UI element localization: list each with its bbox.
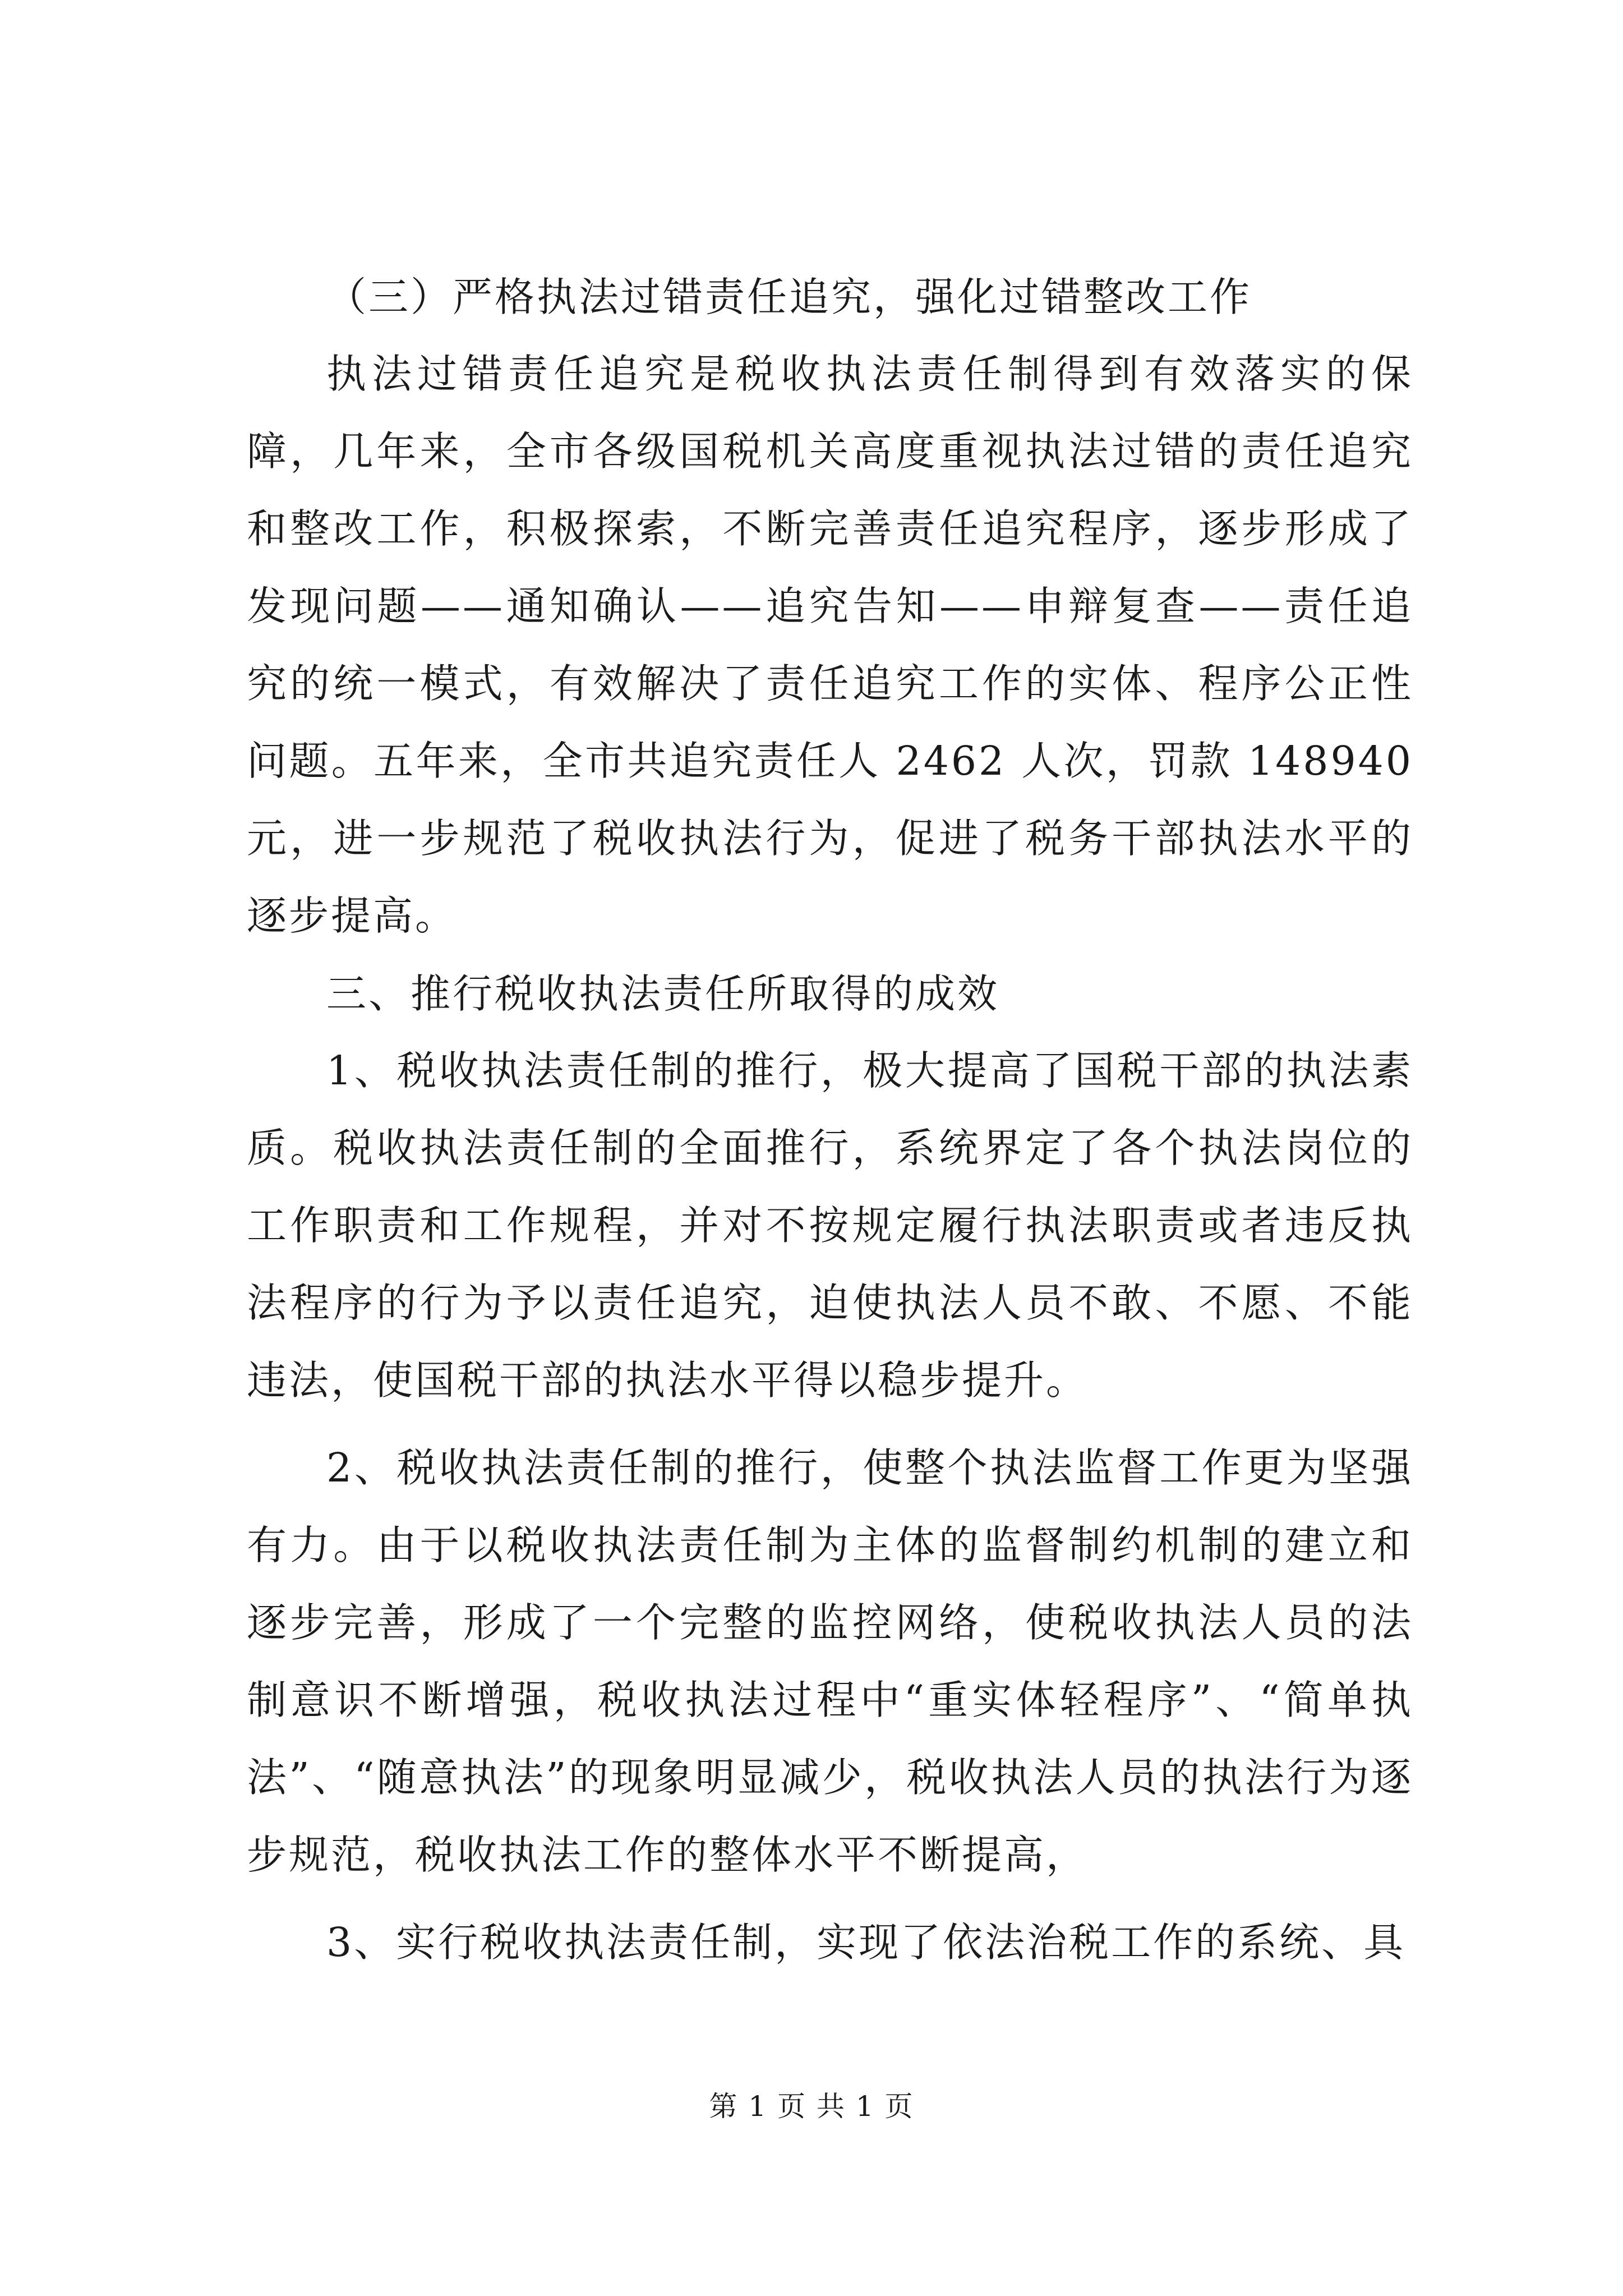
paragraph-point-3: 3、实行税收执法责任制，实现了依法治税工作的系统、具 <box>326 1919 1406 1966</box>
page-number-footer: 第 1 页 共 1 页 <box>709 2090 914 2123</box>
paragraph-accountability: 执法过错责任追究是税收执法责任制得到有效落实的保障，几年来，全市各级国税机关高度重视执法过错的责任追究和整改工作，积极探索，不断完善责任追究程序，逐步形成了发现问题——通知确认——追究告知——申辩复查——责任追究的统一模式，有效解决了责任追究工作的实体、程序公正性问题。五年来，全市共追究责任人 2462 人次，罚款 148940 元，进一步规范了税收执法行为，促进了税务干部执法水平的逐步提高。 <box>247 351 1413 939</box>
section-heading: 三、推行税收执法责任所取得的成效 <box>326 970 1000 1017</box>
paragraph-point-2: 2、税收执法责任制的推行，使整个执法监督工作更为坚强有力。由于以税收执法责任制为主体的监督制约机制的建立和逐步完善，形成了一个完整的监控网络，使税收执法人员的法制意识不断增强，税收执法过程中“重实体轻程序”、“简单执法”、“随意执法”的现象明显减少，税收执法人员的执法行为逐步规范，税收执法工作的整体水平不断提高， <box>247 1444 1413 1878</box>
paragraph-point-1: 1、税收执法责任制的推行，极大提高了国税干部的执法素质。税收执法责任制的全面推行，系统界定了各个执法岗位的工作职责和工作规程，并对不按规定履行执法职责或者违反执法程序的行为予以责任追究，迫使执法人员不敢、不愿、不能违法，使国税干部的执法水平得以稳步提升。 <box>247 1047 1413 1404</box>
document-body <box>247 264 1413 1981</box>
subsection-heading: （三）严格执法过错责任追究，强化过错整改工作 <box>326 274 1252 320</box>
